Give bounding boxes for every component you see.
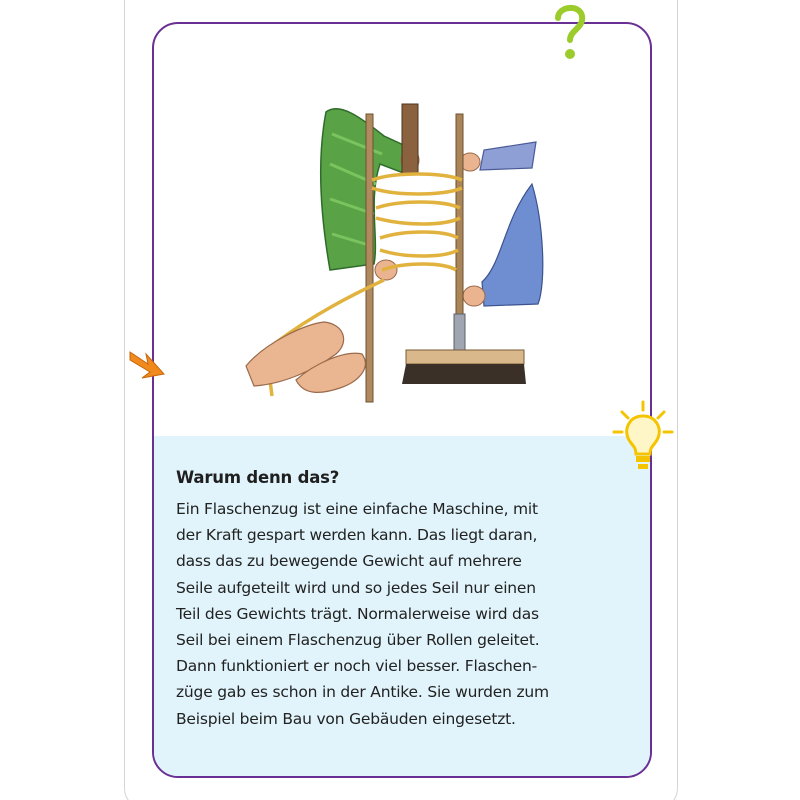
body-line: Teil des Gewichts trägt. Normalerweise wird das (176, 604, 539, 623)
blue-sleeve-top (480, 142, 536, 170)
card-frame (152, 22, 652, 778)
card-heading: Warum denn das? (176, 468, 340, 487)
body-line: dass das zu bewegende Gewicht auf mehrere (176, 552, 522, 571)
body-line: Seile aufgeteilt wird und so jedes Seil nur einen (176, 578, 536, 597)
arrow-icon (124, 344, 170, 384)
body-line: Dann funktioniert er noch viel besser. Flaschen- (176, 657, 538, 676)
body-line: züge gab es schon in der Antike. Sie wurden zum (176, 683, 549, 702)
info-panel (154, 436, 650, 778)
brush-head-top (402, 104, 418, 174)
card-body-text (176, 496, 636, 732)
pulley-illustration (154, 24, 650, 434)
blue-sleeve-bottom (482, 184, 543, 306)
body-line: Seil bei einem Flaschenzug über Rollen geleitet. (176, 631, 540, 650)
broom-block (406, 350, 524, 364)
body-line: der Kraft gespart werden kann. Das liegt daran, (176, 526, 538, 545)
broom-bristles (402, 364, 526, 384)
body-line: Ein Flaschenzug ist eine einfache Maschine, mit (176, 500, 538, 518)
question-mark-icon (546, 0, 592, 66)
body-line: Beispiel beim Bau von Gebäuden eingesetzt. (176, 709, 516, 728)
green-sleeve (321, 109, 410, 270)
broom-handle-left (366, 114, 373, 402)
lightbulb-icon (610, 398, 676, 478)
right-hand-bottom (463, 286, 485, 306)
